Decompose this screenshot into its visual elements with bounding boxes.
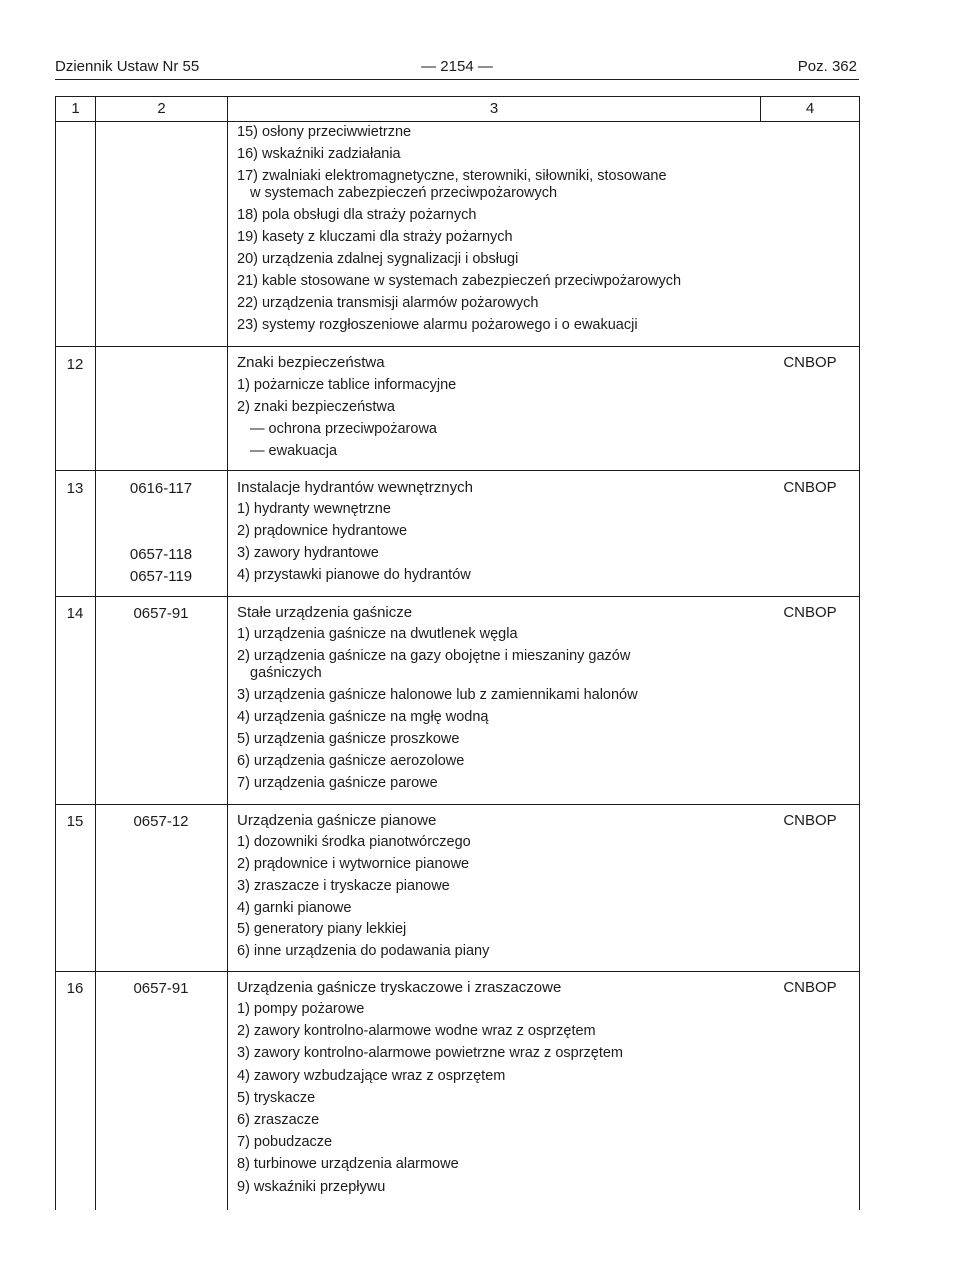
header-rule: [55, 79, 859, 80]
list-item: 19) kasety z kluczami dla straży pożarnych: [237, 229, 513, 245]
list-item: 16) wskaźniki zadziałania: [237, 146, 401, 162]
list-item: 6) urządzenia gaśnicze aerozolowe: [237, 753, 465, 769]
standard-code: 0657-91: [133, 980, 189, 997]
list-item: 1) hydranty wewnętrzne: [237, 501, 391, 517]
list-subitem: — ewakuacja: [250, 443, 338, 459]
row-separator-14: [55, 596, 860, 597]
list-item: 15) osłony przeciwwietrzne: [237, 124, 412, 140]
row-title: Znaki bezpieczeństwa: [237, 354, 385, 371]
list-item: 7) urządzenia gaśnicze parowe: [237, 775, 438, 791]
list-item: 22) urządzenia transmisji alarmów pożarowych: [237, 295, 539, 311]
row-number: 16: [66, 980, 84, 997]
row-number: 15: [66, 813, 84, 830]
list-item: 5) tryskacze: [237, 1090, 316, 1106]
certifying-body: CNBOP: [783, 812, 837, 829]
table-top-border: [55, 96, 860, 97]
list-item: 4) urządzenia gaśnicze na mgłę wodną: [237, 709, 489, 725]
certifying-body: CNBOP: [783, 979, 837, 996]
row-separator-15: [55, 804, 860, 805]
standard-code: 0657-12: [133, 813, 189, 830]
standard-code: 0657-91: [133, 605, 189, 622]
list-item: 3) zraszacze i tryskacze pianowe: [237, 878, 450, 894]
column-header-3: 3: [489, 100, 499, 117]
row-separator-12: [55, 346, 860, 347]
list-item: 21) kable stosowane w systemach zabezpieczeń przeciwpożarowych: [237, 273, 682, 289]
list-item: 4) przystawki pianowe do hydrantów: [237, 567, 471, 583]
row-separator-16: [55, 971, 860, 972]
list-item: 23) systemy rozgłoszeniowe alarmu pożarowego i o ewakuacji: [237, 317, 638, 333]
list-item: 1) pompy pożarowe: [237, 1001, 365, 1017]
column-divider-2: [227, 96, 228, 1210]
list-item: 2) prądownice hydrantowe: [237, 523, 408, 539]
row-title: Instalacje hydrantów wewnętrznych: [237, 479, 473, 496]
table-right-border: [859, 96, 860, 1210]
journal-name: Dziennik Ustaw Nr 55: [55, 58, 200, 75]
column-header-1: 1: [71, 100, 80, 117]
certifying-body: CNBOP: [783, 479, 837, 496]
list-item: 2) prądownice i wytwornice pianowe: [237, 856, 470, 872]
list-item: 6) inne urządzenia do podawania piany: [237, 943, 490, 959]
standard-code: 0657-119: [129, 568, 193, 585]
certifying-body: CNBOP: [783, 354, 837, 371]
list-item: 7) pobudzacze: [237, 1134, 333, 1150]
list-item: 5) generatory piany lekkiej: [237, 921, 407, 937]
row-number: 13: [66, 480, 84, 497]
position-number: Poz. 362: [797, 58, 857, 75]
list-item: 3) zawory kontrolno-alarmowe powietrzne wraz z osprzętem: [237, 1045, 624, 1061]
row-title: Urządzenia gaśnicze pianowe: [237, 812, 437, 829]
list-item-continuation: w systemach zabezpieczeń przeciwpożarowych: [250, 185, 558, 201]
list-item: 6) zraszacze: [237, 1112, 320, 1128]
row-number: 12: [66, 356, 84, 373]
column-header-2: 2: [157, 100, 166, 117]
certifying-body: CNBOP: [783, 604, 837, 621]
list-item: 4) zawory wzbudzające wraz z osprzętem: [237, 1068, 506, 1084]
column-divider-1: [95, 96, 96, 1210]
table-left-border: [55, 96, 56, 1210]
standard-code: 0616-117: [129, 480, 193, 497]
row-title: Urządzenia gaśnicze tryskaczowe i zraszaczowe: [237, 979, 562, 996]
list-item: 1) pożarnicze tablice informacyjne: [237, 377, 457, 393]
list-item: 2) urządzenia gaśnicze na gazy obojętne i mieszaniny gazów: [237, 648, 631, 664]
page-header: [55, 58, 859, 80]
list-item: 18) pola obsługi dla straży pożarnych: [237, 207, 477, 223]
list-item: 1) urządzenia gaśnicze na dwutlenek węgla: [237, 626, 518, 642]
list-subitem: — ochrona przeciwpożarowa: [250, 421, 437, 437]
list-item: 17) zwalniaki elektromagnetyczne, sterowniki, siłowniki, stosowane: [237, 168, 667, 184]
list-item: 9) wskaźniki przepływu: [237, 1179, 386, 1195]
list-item: 2) zawory kontrolno-alarmowe wodne wraz z osprzętem: [237, 1023, 596, 1039]
row-number: 14: [66, 605, 84, 622]
row-separator-13: [55, 470, 860, 471]
list-item: 2) znaki bezpieczeństwa: [237, 399, 395, 415]
list-item: 4) garnki pianowe: [237, 900, 352, 916]
row-title: Stałe urządzenia gaśnicze: [237, 604, 413, 621]
column-header-4: 4: [805, 100, 815, 117]
list-item: 1) dozowniki środka pianotwórczego: [237, 834, 471, 850]
page-number: — 2154 —: [421, 58, 493, 75]
header-row-bottom: [55, 121, 860, 122]
list-item: 3) urządzenia gaśnicze halonowe lub z zamiennikami halonów: [237, 687, 638, 703]
list-item-continuation: gaśniczych: [250, 665, 322, 681]
list-item: 20) urządzenia zdalnej sygnalizacji i obsługi: [237, 251, 519, 267]
list-item: 8) turbinowe urządzenia alarmowe: [237, 1156, 459, 1172]
list-item: 3) zawory hydrantowe: [237, 545, 379, 561]
standard-code: 0657-118: [129, 546, 193, 563]
list-item: 5) urządzenia gaśnicze proszkowe: [237, 731, 460, 747]
